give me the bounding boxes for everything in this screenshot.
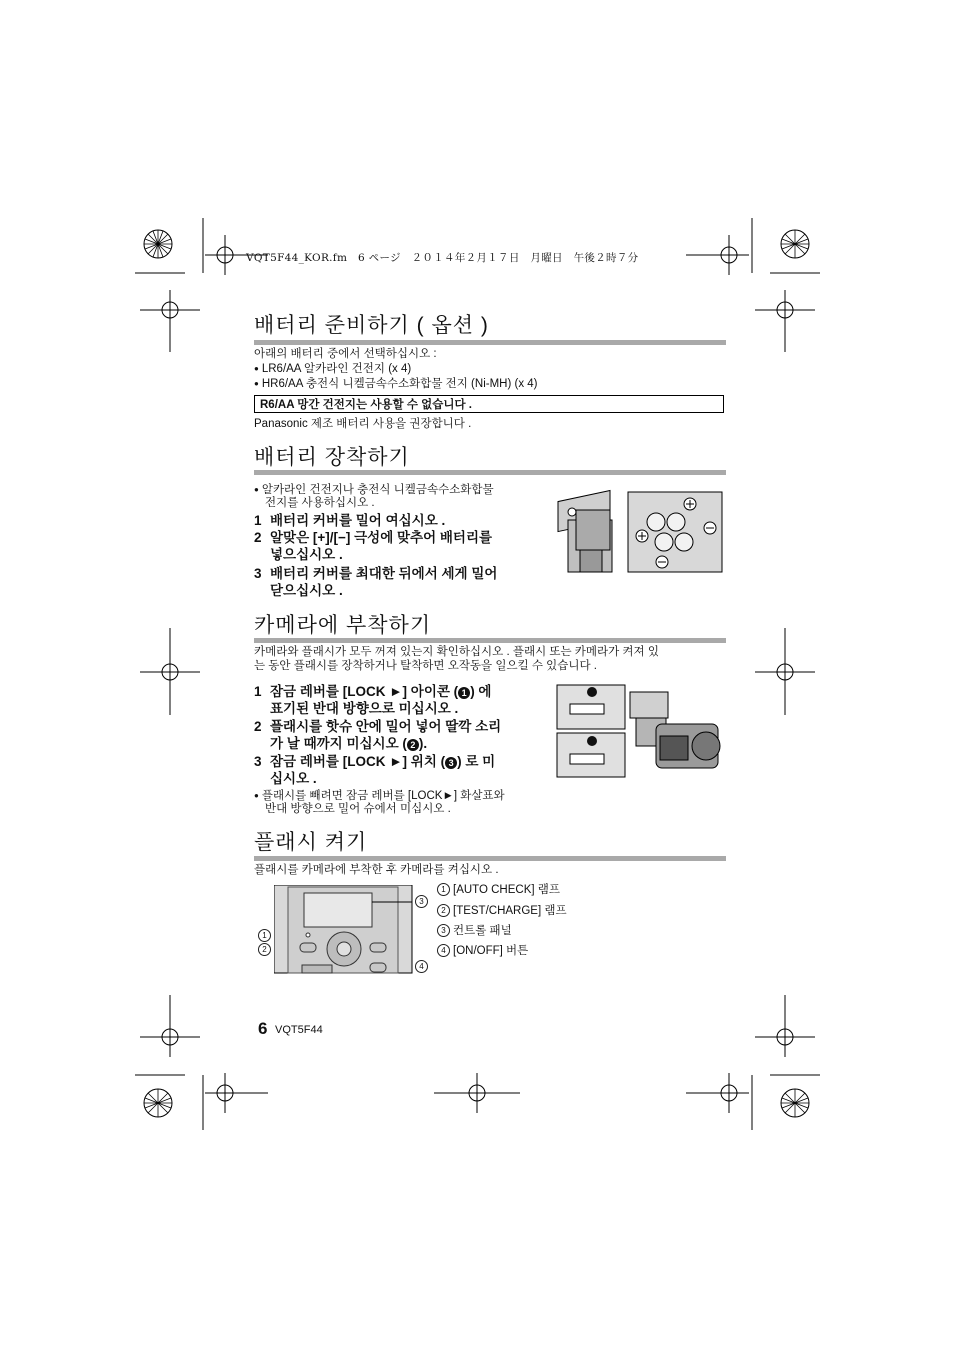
insert-step-3 [254,565,554,599]
step-text-cont: 닫으십시오 . [270,583,343,598]
prepare-bullet-1: ● LR6/AA 알카라인 건전지 (x 4) [254,361,411,377]
step-number: 3 [254,754,262,769]
insert-step-2 [254,529,554,563]
section-prepare [254,313,726,339]
section-attach [254,613,726,639]
step-text: ) 에 [470,684,492,699]
callout-4: 4 [415,960,428,973]
insert-bullet-line2: 전지를 사용하십시오 . [265,497,375,509]
section-rule [254,340,726,345]
step-text-cont: 가 날 때까지 미십시오 ( [270,736,407,751]
step-text: 잠금 레버를 [LOCK ►] 위치 ( [270,754,446,769]
step-number: 3 [254,566,262,581]
insert-bullet-line1: ● 알카라인 건전지나 충전식 니켈금속수소화합물 [254,482,494,498]
section-power [254,830,726,856]
insert-step-1 [254,512,554,529]
legend-item-4 [437,944,528,959]
step-text: 플래시를 핫슈 안에 밀어 넣어 딸깍 소리 [270,719,502,734]
section-title-attach: 카메라에 부착하기 [254,614,432,637]
prepare-note: Panasonic 제조 배터리 사용을 권장합니다 . [254,418,472,430]
section-title-power: 플래시 켜기 [254,831,368,854]
step-text-cont: 넣으십시오 . [270,547,343,562]
step-text: 배터리 커버를 밀어 여십시오 . [270,513,446,528]
marker-3: 3 [445,757,457,769]
page-number: 6 [258,1019,268,1038]
doc-code: VQT5F44 [275,1024,323,1036]
legend-number: 2 [437,904,450,917]
step-number: 2 [254,530,262,545]
legend-item-1 [437,883,560,898]
attach-note-line2: 반대 방향으로 밀어 슈에서 미십시오 . [265,803,451,815]
legend-label: [ON/OFF] 버튼 [453,945,529,957]
step-text: ). [418,736,428,751]
section-rule [254,856,726,861]
step-number: 1 [254,513,262,528]
attach-note-line1: ● 플래시를 빼려면 잠금 레버를 [LOCK►] 화살표와 [254,788,505,804]
attach-step-2 [254,718,554,752]
section-rule [254,638,726,643]
legend-number: 3 [437,924,450,937]
legend-item-2 [437,904,567,919]
flash-battery-illustration [556,480,726,580]
power-intro: 플래시를 카메라에 부착한 후 카메라를 켜십시오 . [254,864,499,876]
attach-step-1 [254,683,554,717]
marker-2: 2 [407,739,419,751]
callout-1: 1 [258,929,271,942]
step-text: 잠금 레버를 [LOCK ►] 아이콘 ( [270,684,459,699]
callout-3: 3 [415,895,428,908]
diagram-label-1 [258,929,274,944]
diagram-label-2 [258,943,274,958]
legend-number: 1 [437,883,450,896]
warning-box: R6/AA 망간 건전지는 사용할 수 없습니다 . [254,395,724,413]
attach-step-3 [254,753,554,787]
attach-intro-line2: 는 동안 플래시를 장착하거나 탈착하면 오작동을 일으킬 수 있습니다 . [254,660,597,672]
diagram-label-3 [415,895,431,910]
step-text: 알맞은 [+]/[−] 극성에 맞추어 배터리를 [270,530,493,545]
section-insert [254,445,726,471]
section-title-prepare: 배터리 준비하기 ( 옵션 ) [254,314,489,337]
marker-1: 1 [458,687,470,699]
legend-label: [AUTO CHECK] 램프 [453,884,560,896]
step-number: 1 [254,684,262,699]
attach-intro-line1: 카메라와 플래시가 모두 꺼져 있는지 확인하십시오 . 플래시 또는 카메라가 켜져 있 [254,646,659,658]
step-number: 2 [254,719,262,734]
prepare-intro: 아래의 배터리 중에서 선택하십시오 : [254,348,437,360]
step-text: ) 로 미 [457,754,496,769]
legend-label: 컨트롤 패널 [453,925,512,937]
legend-item-3 [437,924,512,939]
control-panel-illustration [274,885,414,975]
prepare-bullet-2: ● HR6/AA 충전식 니켈금속수소화합물 전지 (Ni-MH) (x 4) [254,376,537,392]
camera-attach-illustration [556,684,726,784]
diagram-label-4 [415,960,431,975]
section-rule [254,470,726,475]
step-text-cont: 표기된 반대 방향으로 미십시오 . [270,701,459,716]
step-text: 배터리 커버를 최대한 뒤에서 세게 밀어 [270,566,498,581]
callout-2: 2 [258,943,271,956]
step-text-cont: 십시오 . [270,771,317,786]
legend-number: 4 [437,944,450,957]
legend-label: [TEST/CHARGE] 램프 [453,905,567,917]
section-title-insert: 배터리 장착하기 [254,446,410,469]
print-header: VQT5F44_KOR.fm 6 ページ ２０１４年２月１７日 月曜日 午後２時７分 [246,252,639,264]
